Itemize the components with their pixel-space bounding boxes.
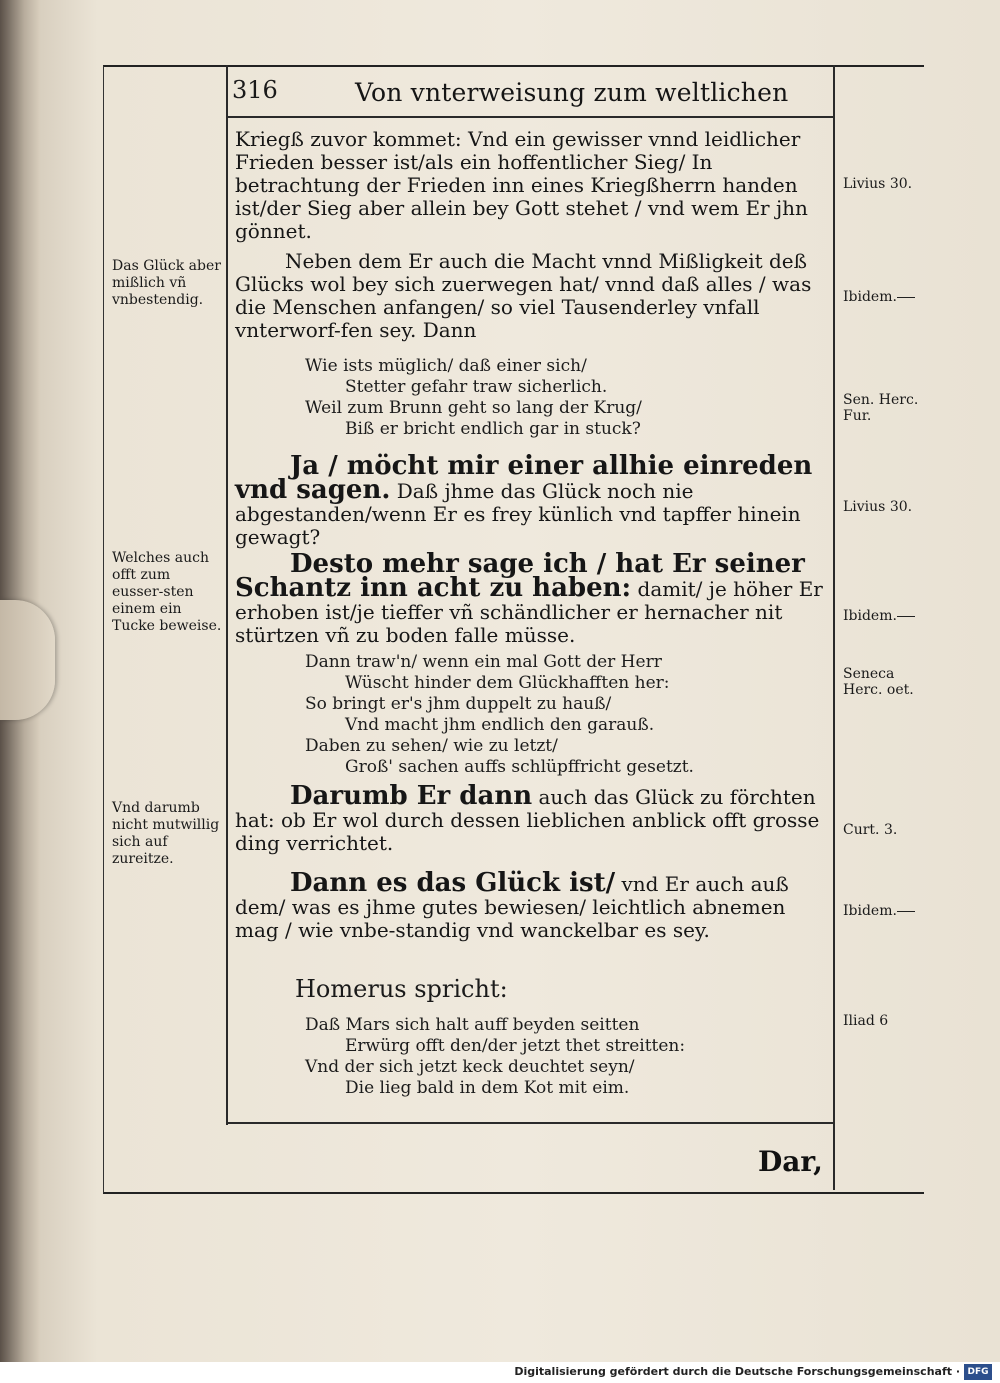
margin-note-right-5-text: Ibidem. bbox=[843, 608, 897, 624]
margin-note-right-7: Curt. 3. bbox=[843, 822, 898, 838]
verse-line: Vnd macht jhm endlich den garauß. bbox=[345, 715, 655, 735]
margin-note-right-3: Sen. Herc. Fur. bbox=[843, 392, 919, 424]
ditto-mark bbox=[897, 297, 915, 298]
paragraph-6 bbox=[235, 868, 825, 942]
verse-line: Daß Mars sich halt auff beyden seitten bbox=[305, 1015, 640, 1035]
margin-note-left-3: Vnd darumb nicht mutwillig sich auf zureitze. bbox=[112, 800, 220, 867]
paragraph-3 bbox=[235, 451, 825, 549]
paragraph-3-body: Daß jhme das Glück noch nie abgestanden/wenn Er es frey künlich vnd tapffer hinein gewagt? bbox=[235, 479, 801, 549]
verse-block-2 bbox=[305, 652, 694, 778]
paragraph-2: Neben dem Er auch die Macht vnnd Mißligkeit deß Glücks wol bey sich zuerwegen hat/ vnnd daß alles / was die Menschen anfangen/ so viel Tausenderley vnfall vnterworf-fen sey. Dann bbox=[235, 249, 812, 342]
margin-note-left-1: Das Glück aber mißlich vñ vnbestendig. bbox=[112, 258, 221, 308]
margin-note-right-9: Iliad 6 bbox=[843, 1013, 889, 1029]
margin-note-right-5 bbox=[843, 608, 933, 624]
right-column-rule bbox=[833, 65, 835, 1190]
verse-line: Wüscht hinder dem Glückhafften her: bbox=[345, 673, 670, 693]
footer-bar bbox=[0, 1362, 1000, 1383]
bottom-rule bbox=[226, 1122, 833, 1124]
header-rule bbox=[226, 116, 833, 118]
paragraph-1: Kriegß zuvor kommet: Vnd ein gewisser vnnd leidlicher Frieden besser ist/als ein hoffentlicher Sieg/ In betrachtung der Frieden inn eines Kriegßherrn handen ist/der Sieg aber allein bey Gott stehet / vnd wem Er jhn gönnet. bbox=[235, 127, 808, 243]
verse-line: So bringt er's jhm duppelt zu hauß/ bbox=[305, 694, 612, 714]
paragraph-4-body: damit/ je höher Er erhoben ist/je tieffer vñ schändlicher er hernacher nit stürtzen vñ zu boden falle müsse. bbox=[235, 577, 823, 647]
paragraph-5-lead: Darumb Er dann bbox=[290, 781, 533, 811]
verse-line: Stetter gefahr traw sicherlich. bbox=[345, 377, 608, 397]
footer-credit: Digitalisierung gefördert durch die Deutsche Forschungsgemeinschaft · bbox=[514, 1365, 960, 1378]
verse-line: Weil zum Brunn geht so lang der Krug/ bbox=[305, 398, 642, 418]
verse-line: Dann traw'n/ wenn ein mal Gott der Herr bbox=[305, 652, 662, 672]
paragraph-6-body: vnd Er auch auß dem/ was es jhme gutes bewiesen/ leichtlich abnemen mag / wie vnbe-standig vnd wanckelbar es sey. bbox=[235, 872, 789, 942]
margin-note-right-2 bbox=[843, 289, 933, 305]
margin-note-right-8-text: Ibidem. bbox=[843, 903, 897, 919]
margin-note-right-6: Seneca Herc. oet. bbox=[843, 666, 914, 698]
verse-line: Erwürg offt den/der jetzt thet streitten: bbox=[345, 1036, 686, 1056]
margin-note-right-8 bbox=[843, 903, 933, 919]
ditto-mark bbox=[897, 911, 915, 912]
verse-line: Groß' sachen auffs schlüpffricht gesetzt. bbox=[345, 757, 694, 777]
margin-note-right-4: Livius 30. bbox=[843, 499, 913, 515]
paragraph-6-lead: Dann es das Glück ist/ bbox=[290, 868, 616, 898]
running-title: Von vnterweisung zum weltlichen bbox=[355, 78, 789, 107]
paragraph-3-lead: Ja / möcht mir einer allhie einreden vnd sagen. bbox=[235, 451, 813, 505]
verse-line: Biß er bricht endlich gar in stuck? bbox=[345, 419, 641, 439]
margin-note-right-2-text: Ibidem. bbox=[843, 289, 897, 305]
margin-note-left-2: Welches auch offt zum eusser-sten einem ein Tucke beweise. bbox=[112, 550, 222, 634]
verse-block-3 bbox=[305, 1015, 685, 1099]
left-column-rule bbox=[226, 65, 228, 1125]
ditto-mark bbox=[897, 616, 915, 617]
paragraph-5 bbox=[235, 781, 825, 855]
verse-line: Die lieg bald in dem Kot mit eim. bbox=[345, 1078, 630, 1098]
verse-line: Wie ists müglich/ daß einer sich/ bbox=[305, 356, 587, 376]
homer-heading: Homerus spricht: bbox=[295, 975, 508, 1003]
verse-line: Vnd der sich jetzt keck deuchtet seyn/ bbox=[305, 1057, 635, 1077]
book-clasp-tab bbox=[0, 600, 55, 720]
dfg-logo: DFG bbox=[964, 1364, 992, 1380]
catchword: Dar, bbox=[758, 1145, 823, 1178]
verse-block-1 bbox=[305, 356, 642, 440]
paragraph-5-body: auch das Glück zu förchten hat: ob Er wol durch dessen lieblichen anblick offt grosse ding verrichtet. bbox=[235, 785, 820, 855]
verse-line: Daben zu sehen/ wie zu letzt/ bbox=[305, 736, 558, 756]
paragraph-4-lead: Desto mehr sage ich / hat Er seiner Schantz inn acht zu haben: bbox=[235, 549, 805, 603]
margin-note-right-1: Livius 30. bbox=[843, 176, 913, 192]
page-number: 316 bbox=[232, 76, 278, 104]
paragraph-4 bbox=[235, 549, 825, 647]
